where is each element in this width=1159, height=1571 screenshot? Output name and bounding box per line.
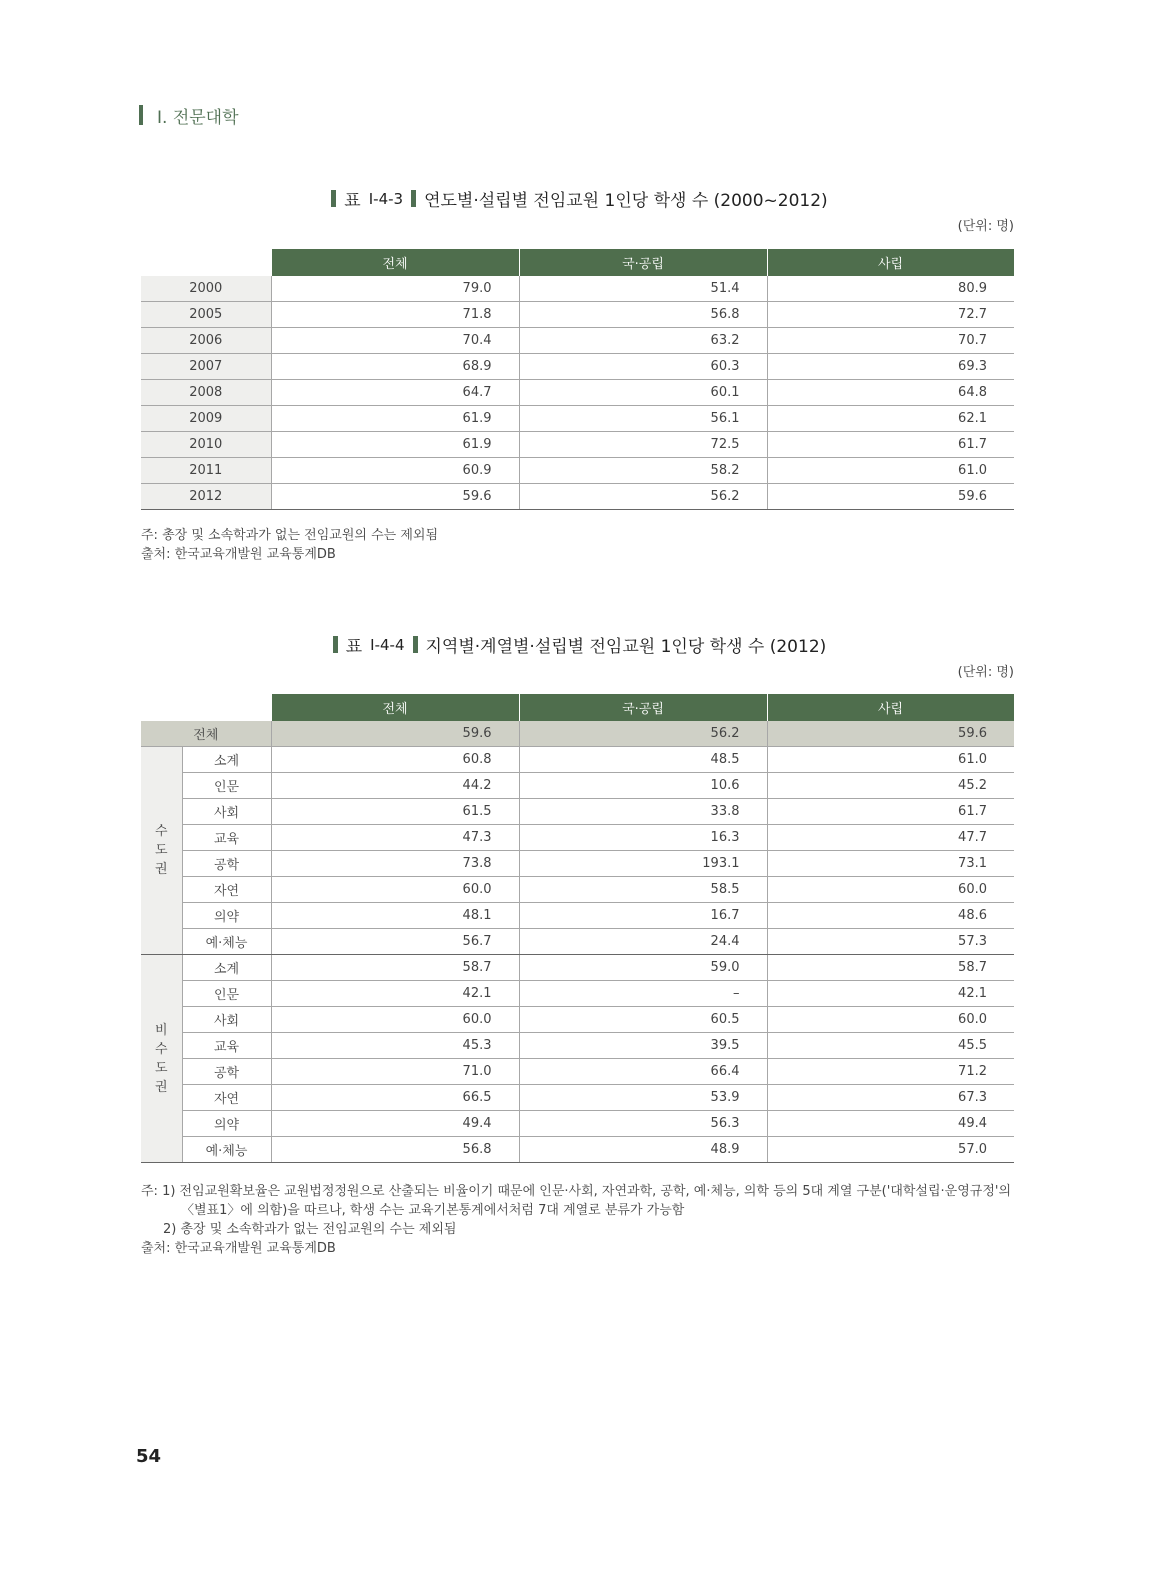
title-marker-icon <box>411 190 416 207</box>
title-marker-icon <box>331 190 336 207</box>
table-cell: 56.2 <box>519 484 767 510</box>
table-cell: 69.3 <box>767 354 1014 380</box>
table-cell: 64.8 <box>767 380 1014 406</box>
table-cell: 60.0 <box>767 877 1014 903</box>
table-row <box>141 432 1014 458</box>
table-cell: 71.8 <box>271 302 519 328</box>
table2-title-text: 지역별·계열별·설립별 전임교원 1인당 학생 수 (2012) <box>425 637 827 657</box>
table-cell: 64.7 <box>271 380 519 406</box>
title-marker-icon <box>413 636 418 653</box>
table1-title <box>0 186 1159 211</box>
table-cell: 60.0 <box>271 877 519 903</box>
row-label: 2005 <box>141 302 271 328</box>
table-cell: 80.9 <box>767 276 1014 302</box>
table-cell: 58.7 <box>767 955 1014 981</box>
table2-notes <box>141 1182 1011 1258</box>
table-row <box>141 929 1014 955</box>
table-cell: 56.1 <box>519 406 767 432</box>
table-cell: 60.3 <box>519 354 767 380</box>
table-row <box>141 1111 1014 1137</box>
table-cell: 45.2 <box>767 773 1014 799</box>
column-header: 국·공립 <box>519 694 767 721</box>
table-row <box>141 851 1014 877</box>
table-cell: 57.0 <box>767 1137 1014 1163</box>
table-cell: 71.0 <box>271 1059 519 1085</box>
table-cell: 62.1 <box>767 406 1014 432</box>
table-cell: 73.1 <box>767 851 1014 877</box>
table-cell: 10.6 <box>519 773 767 799</box>
page-number: 54 <box>136 1446 162 1467</box>
row-label: 2000 <box>141 276 271 302</box>
column-header: 전체 <box>271 249 519 276</box>
table-cell: 44.2 <box>271 773 519 799</box>
table-cell: 61.7 <box>767 799 1014 825</box>
table-row <box>141 354 1014 380</box>
table-cell: 67.3 <box>767 1085 1014 1111</box>
row-label: 예·체능 <box>182 929 271 955</box>
table-cell: 60.8 <box>271 747 519 773</box>
header-blank <box>141 249 271 276</box>
table-cell: 61.0 <box>767 458 1014 484</box>
table-cell: 72.7 <box>767 302 1014 328</box>
table-cell: 58.2 <box>519 458 767 484</box>
table2-prefix: 표 <box>345 637 363 657</box>
table-cell: 61.0 <box>767 747 1014 773</box>
table-row <box>141 799 1014 825</box>
table-cell: 56.8 <box>271 1137 519 1163</box>
table-row <box>141 903 1014 929</box>
table-row <box>141 981 1014 1007</box>
table-row <box>141 276 1014 302</box>
table-cell: 56.3 <box>519 1111 767 1137</box>
table2-number: Ⅰ-4-4 <box>370 635 405 654</box>
row-label: 2009 <box>141 406 271 432</box>
row-label: 의약 <box>182 903 271 929</box>
table-cell: 45.3 <box>271 1033 519 1059</box>
table-cell: 70.4 <box>271 328 519 354</box>
table-cell: 49.4 <box>767 1111 1014 1137</box>
table-row <box>141 825 1014 851</box>
table-cell: 61.5 <box>271 799 519 825</box>
table-row <box>141 747 1014 773</box>
table-cell: 48.9 <box>519 1137 767 1163</box>
table2 <box>141 694 1015 1163</box>
table-row-total <box>141 721 1014 747</box>
table-row <box>141 458 1014 484</box>
table2-title <box>0 632 1159 657</box>
table-cell: 45.5 <box>767 1033 1014 1059</box>
row-label: 사회 <box>182 799 271 825</box>
row-label: 자연 <box>182 877 271 903</box>
table-cell: 56.2 <box>519 721 767 747</box>
table-row <box>141 773 1014 799</box>
table-cell: 193.1 <box>519 851 767 877</box>
section-bar <box>139 105 143 125</box>
table-row <box>141 1137 1014 1163</box>
row-label: 2007 <box>141 354 271 380</box>
column-header: 사립 <box>767 694 1014 721</box>
table-row <box>141 955 1014 981</box>
table-cell: 56.7 <box>271 929 519 955</box>
table-row <box>141 1085 1014 1111</box>
row-label: 교육 <box>182 1033 271 1059</box>
region-label: 비 수 도 권 <box>141 955 182 1163</box>
table-row <box>141 877 1014 903</box>
section-title: Ⅰ. 전문대학 <box>157 107 239 128</box>
table2-unit: (단위: 명) <box>957 665 1014 680</box>
row-label: 2010 <box>141 432 271 458</box>
table-cell: 51.4 <box>519 276 767 302</box>
table-cell: 72.5 <box>519 432 767 458</box>
table-cell: 58.7 <box>271 955 519 981</box>
table-cell: 58.5 <box>519 877 767 903</box>
table-cell: 48.5 <box>519 747 767 773</box>
table-cell: 56.8 <box>519 302 767 328</box>
table-cell: 79.0 <box>271 276 519 302</box>
table-row <box>141 406 1014 432</box>
table-cell: 59.6 <box>767 721 1014 747</box>
table-cell: 60.5 <box>519 1007 767 1033</box>
table-cell: 16.7 <box>519 903 767 929</box>
table-cell: 48.6 <box>767 903 1014 929</box>
column-header: 국·공립 <box>519 249 767 276</box>
row-label: 의약 <box>182 1111 271 1137</box>
table1-unit: (단위: 명) <box>957 219 1014 234</box>
row-label: 2011 <box>141 458 271 484</box>
row-label: 공학 <box>182 851 271 877</box>
table-cell: 33.8 <box>519 799 767 825</box>
row-label: 자연 <box>182 1085 271 1111</box>
table-row <box>141 1007 1014 1033</box>
table1-number: Ⅰ-4-3 <box>368 189 404 208</box>
table-cell: 59.6 <box>767 484 1014 510</box>
row-label: 소계 <box>182 955 271 981</box>
table-cell: 47.3 <box>271 825 519 851</box>
table-row <box>141 328 1014 354</box>
region-label: 수 도 권 <box>141 747 182 955</box>
title-marker-icon <box>333 636 338 653</box>
row-label: 전체 <box>141 721 271 747</box>
table1 <box>141 249 1015 510</box>
table-cell: 53.9 <box>519 1085 767 1111</box>
row-label: 인문 <box>182 773 271 799</box>
table-row <box>141 380 1014 406</box>
table-cell: 16.3 <box>519 825 767 851</box>
row-label: 예·체능 <box>182 1137 271 1163</box>
table-cell: 39.5 <box>519 1033 767 1059</box>
table-cell: 59.0 <box>519 955 767 981</box>
row-label: 2008 <box>141 380 271 406</box>
table-cell: 73.8 <box>271 851 519 877</box>
table2-note: 〈별표1〉에 의함)을 따르나, 학생 수는 교육기본통계에서처럼 7대 계열로 분류가 가능함 <box>181 1203 685 1218</box>
header-blank <box>141 694 271 721</box>
table-cell: 66.5 <box>271 1085 519 1111</box>
table-cell: 60.0 <box>271 1007 519 1033</box>
table-cell: 42.1 <box>767 981 1014 1007</box>
table-row <box>141 1033 1014 1059</box>
table1-source: 출처: 한국교육개발원 교육통계DB <box>141 547 336 562</box>
table-cell: 60.0 <box>767 1007 1014 1033</box>
table-cell: 70.7 <box>767 328 1014 354</box>
table-cell: 60.9 <box>271 458 519 484</box>
table-cell: 63.2 <box>519 328 767 354</box>
row-label: 사회 <box>182 1007 271 1033</box>
table1-prefix: 표 <box>344 191 361 211</box>
table-cell: 71.2 <box>767 1059 1014 1085</box>
table-cell: 49.4 <box>271 1111 519 1137</box>
table-cell: 59.6 <box>271 484 519 510</box>
table-cell: 61.9 <box>271 406 519 432</box>
table1-title-text: 연도별·설립별 전임교원 1인당 학생 수 (2000~2012) <box>424 191 828 211</box>
table-cell: 57.3 <box>767 929 1014 955</box>
row-label: 공학 <box>182 1059 271 1085</box>
column-header: 전체 <box>271 694 519 721</box>
table-cell: 61.9 <box>271 432 519 458</box>
column-header: 사립 <box>767 249 1014 276</box>
table-cell: 60.1 <box>519 380 767 406</box>
table-row <box>141 484 1014 510</box>
table1-note: 주: 총장 및 소속학과가 없는 전임교원의 수는 제외됨 <box>141 528 439 543</box>
table1-notes <box>141 526 438 564</box>
row-label: 교육 <box>182 825 271 851</box>
table2-note: 주: 1) 전임교원확보율은 교원법정정원으로 산출되는 비율이기 때문에 인문·사회, 자연과학, 공학, 예·체능, 의학 등의 5대 계열 구분('대학설립·운영규정'의 <box>141 1184 1012 1199</box>
row-label: 2006 <box>141 328 271 354</box>
table2-note: 2) 총장 및 소속학과가 없는 전임교원의 수는 제외됨 <box>163 1222 457 1237</box>
table-cell: 66.4 <box>519 1059 767 1085</box>
row-label: 인문 <box>182 981 271 1007</box>
table-cell: – <box>519 981 767 1007</box>
section-header <box>139 104 239 126</box>
table-row <box>141 302 1014 328</box>
table-cell: 61.7 <box>767 432 1014 458</box>
table-cell: 48.1 <box>271 903 519 929</box>
table-cell: 68.9 <box>271 354 519 380</box>
table2-source: 출처: 한국교육개발원 교육통계DB <box>141 1241 336 1256</box>
row-label: 소계 <box>182 747 271 773</box>
table-cell: 42.1 <box>271 981 519 1007</box>
row-label: 2012 <box>141 484 271 510</box>
table-cell: 59.6 <box>271 721 519 747</box>
table-cell: 47.7 <box>767 825 1014 851</box>
table-row <box>141 1059 1014 1085</box>
table-cell: 24.4 <box>519 929 767 955</box>
